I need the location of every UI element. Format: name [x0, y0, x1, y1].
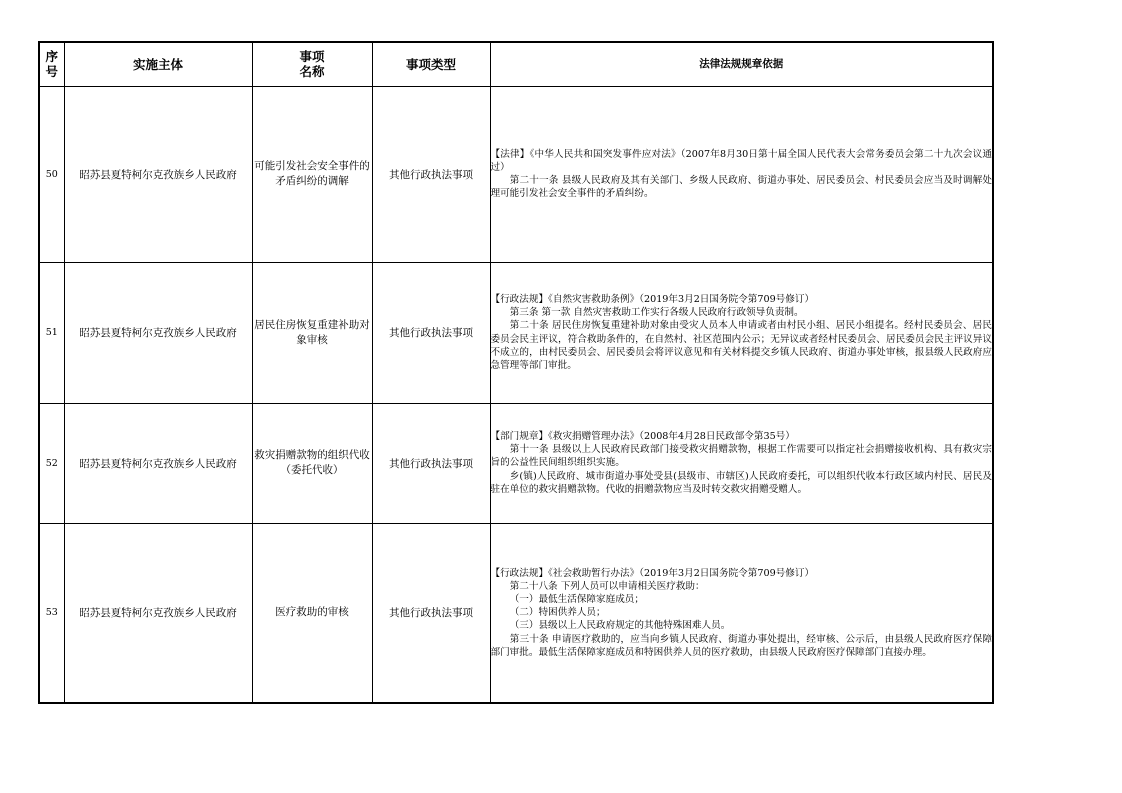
row-item-type: 其他行政执法事项	[372, 403, 490, 523]
row-item-name: 医疗救助的审核	[252, 523, 372, 703]
basis-line: 第二十八条 下列人员可以申请相关医疗救助：	[509, 580, 705, 592]
row-item-name: 可能引发社会安全事件的矛盾纠纷的调解	[252, 86, 372, 262]
basis-line: （三）县级以上人民政府规定的其他特殊困难人员。	[509, 620, 731, 632]
header-seq: 序号	[39, 42, 64, 86]
header-item-name-line2: 名称	[299, 64, 325, 80]
row-subject: 昭苏县夏特柯尔克孜族乡人民政府	[64, 523, 252, 703]
row-seq: 51	[39, 262, 64, 403]
basis-line: 乡(镇)人民政府、城市街道办事处受县(县级市、市辖区)人民政府委托，可以组织代收本行政区域内村民、居民及驻在单位的救灾捐赠款物。代收的捐赠款物应当及时转交救灾捐赠受赠人。	[490, 470, 992, 495]
basis-line: 【行政法规】《自然灾害救助条例》（2019年3月2日国务院令第709号修订）	[490, 293, 815, 305]
row-subject: 昭苏县夏特柯尔克孜族乡人民政府	[64, 86, 252, 262]
row-item-type: 其他行政执法事项	[372, 86, 490, 262]
row-subject: 昭苏县夏特柯尔克孜族乡人民政府	[64, 403, 252, 523]
row-item-type: 其他行政执法事项	[372, 262, 490, 403]
basis-line: 【法律】《中华人民共和国突发事件应对法》（2007年8月30日第十届全国人民代表大会常务委员会第二十九次会议通过）	[490, 148, 992, 173]
header-item-type: 事项类型	[372, 42, 490, 86]
table-row	[39, 403, 993, 523]
row-seq: 52	[39, 403, 64, 523]
row-seq: 53	[39, 523, 64, 703]
basis-line: 【部门规章】《救灾捐赠管理办法》（2008年4月28日民政部令第35号）	[490, 430, 795, 442]
header-subject: 实施主体	[64, 42, 252, 86]
header-item-name	[252, 42, 372, 86]
row-item-name: 救灾捐赠款物的组织代收（委托代收）	[252, 403, 372, 523]
basis-line: 第二十条 居民住房恢复重建补助对象由受灾人员本人申请或者由村民小组、居民小组提名。经村民委员会、居民委员会民主评议，符合救助条件的，在自然村、社区范围内公示；无异议或者经村民委员会、居民委员会民主评议异议不成立的，由村民委员会、居民委员会将评议意见和有关材料提交乡镇人民政府、街道办事处审核，报县级人民政府应急管理等部门审批。	[490, 320, 992, 371]
regulation-table	[38, 41, 994, 704]
basis-line: （一）最低生活保障家庭成员；	[509, 593, 644, 605]
basis-line: 第三十条 申请医疗救助的，应当向乡镇人民政府、街道办事处提出，经审核、公示后，由县级人民政府医疗保障部门审批。最低生活保障家庭成员和特困供养人员的医疗救助，由县级人民政府医疗保障部门直接办理。	[490, 633, 992, 658]
row-subject: 昭苏县夏特柯尔克孜族乡人民政府	[64, 262, 252, 403]
table-row	[39, 523, 993, 703]
basis-line: 第十一条 县级以上人民政府民政部门接受救灾捐赠款物，根据工作需要可以指定社会捐赠接收机构、具有救灾宗旨的公益性民间组织组织实施。	[490, 444, 992, 469]
row-basis	[490, 403, 993, 523]
table-row	[39, 262, 993, 403]
row-basis	[490, 262, 993, 403]
basis-line: （二）特困供养人员；	[509, 607, 606, 619]
row-item-name: 居民住房恢复重建补助对象审核	[252, 262, 372, 403]
basis-line: 第三条 第一款 自然灾害救助工作实行各级人民政府行政领导负责制。	[509, 307, 804, 319]
basis-line: 第二十一条 县级人民政府及其有关部门、乡级人民政府、街道办事处、居民委员会、村民委员会应当及时调解处理可能引发社会安全事件的矛盾纠纷。	[490, 175, 992, 200]
row-item-type: 其他行政执法事项	[372, 523, 490, 703]
table-row	[39, 86, 993, 262]
row-basis	[490, 86, 993, 262]
header-item-name-line1: 事项	[299, 49, 325, 65]
table-header-row	[39, 42, 993, 86]
basis-line: 【行政法规】《社会救助暂行办法》（2019年3月2日国务院令第709号修订）	[490, 567, 815, 579]
row-basis	[490, 523, 993, 703]
header-basis: 法律法规规章依据	[490, 42, 993, 86]
row-seq: 50	[39, 86, 64, 262]
